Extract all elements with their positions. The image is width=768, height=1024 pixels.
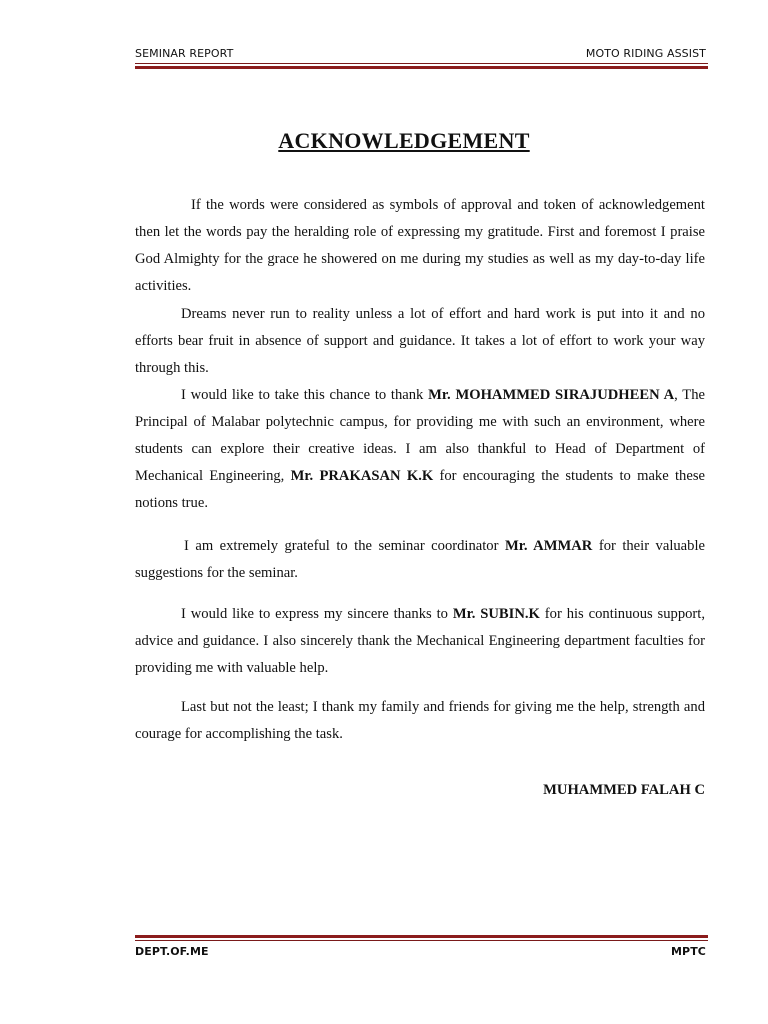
hod-name: Mr. PRAKASAN K.K (290, 468, 434, 484)
paragraph-6-text: Last but not the least; I thank my family and friends for giving me the help, strength and courage for accomplishing the task. (135, 699, 705, 742)
paragraph-4-text-a: I am extremely grateful to the seminar coordinator (184, 538, 505, 554)
paragraph-4-text-b: for their valuable suggestions for the seminar. (135, 538, 705, 581)
paragraph-2-text: Dreams never run to reality unless a lot of effort and hard work is put into it and no efforts bear fruit in absence of support and guidance. It takes a lot of effort to work your way through this. (135, 306, 705, 376)
footer-left-text: DEPT.OF.ME (135, 945, 209, 958)
paragraph-5-text-a: I would like to express my sincere thanks to (181, 606, 453, 622)
paragraph-3 (135, 382, 705, 517)
principal-name: Mr. MOHAMMED SIRAJUDHEEN A (428, 387, 675, 403)
header-right-text: MOTO RIDING ASSIST (585, 47, 706, 60)
paragraph-5 (135, 601, 705, 682)
paragraph-5-text-b: for his continuous support, advice and guidance. I also sincerely thank the Mechanical Engineering department faculties for providing me with valuable help. (135, 606, 705, 676)
paragraph-1 (135, 192, 705, 300)
paragraph-3-text-b: , The Principal of Malabar polytechnic campus, for providing me with such an environment, where students can explore their creative ideas. I am also thankful to Head of Department of Mechanical Engineering, (135, 387, 705, 484)
paragraph-1-text: If the words were considered as symbols of approval and token of acknowledgement then let the words pay the heralding role of expressing my gratitude. First and foremost I praise God Almighty for the grace he showered on me during my studies as well as my day-to-day life activities. (135, 197, 705, 294)
paragraph-6 (135, 694, 705, 748)
footer-right-text: MPTC (671, 945, 706, 958)
header-rule (135, 63, 708, 69)
page-title: ACKNOWLEDGEMENT (278, 128, 530, 153)
page-header (135, 47, 706, 60)
coordinator-name: Mr. AMMAR (504, 538, 593, 554)
paragraph-3-text-a: I would like to take this chance to thank (181, 387, 429, 403)
footer-rule (135, 935, 708, 941)
signature-name: MUHAMMED FALAH C (543, 782, 705, 798)
paragraph-2 (135, 301, 705, 382)
guide-name: Mr. SUBIN.K (452, 606, 540, 622)
header-left-text: SEMINAR REPORT (135, 47, 234, 60)
page-footer (135, 945, 706, 958)
paragraph-3-text-c: for encouraging the students to make these notions true. (135, 468, 705, 511)
paragraph-4 (135, 533, 705, 587)
